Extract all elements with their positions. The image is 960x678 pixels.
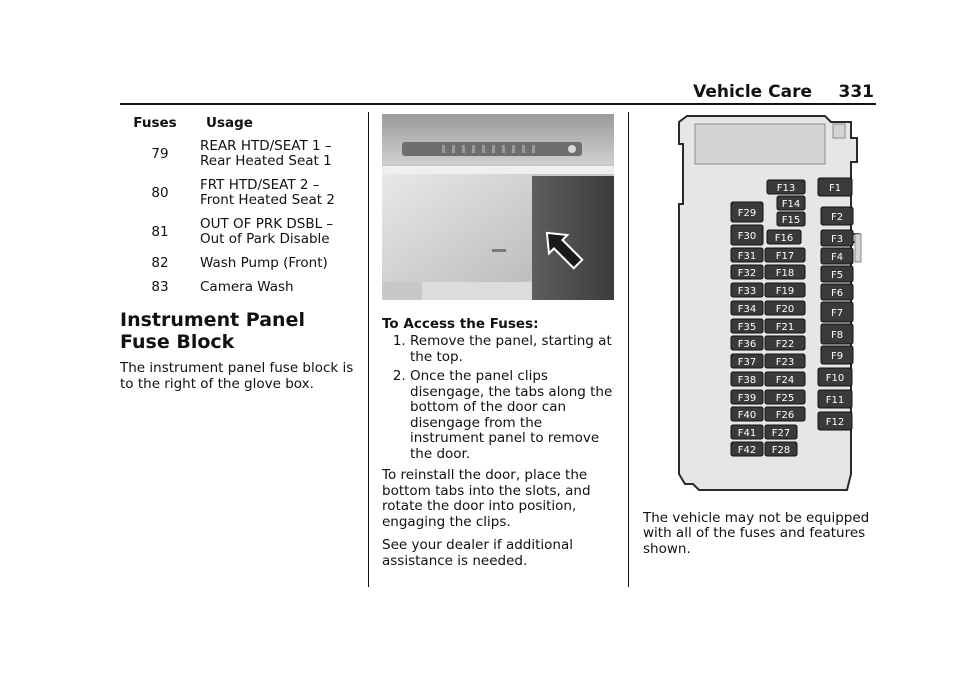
- fuse-f13: [767, 180, 805, 194]
- fuse-label: F30: [737, 231, 757, 242]
- fuse-f10: [818, 368, 852, 386]
- fuse-f11: [818, 390, 852, 408]
- fuse-f23: [765, 354, 805, 368]
- fuse-label: F38: [737, 375, 757, 386]
- fuse-f3: [821, 230, 853, 246]
- fuse-label: F28: [771, 445, 791, 456]
- fuse-label: F33: [737, 286, 757, 297]
- fuse-label: F14: [781, 199, 801, 210]
- fuse-f2: [821, 207, 853, 225]
- fuse-label: F18: [775, 268, 795, 279]
- fuse-label: F37: [737, 357, 757, 368]
- fuses-column-header: Fuses: [133, 115, 177, 131]
- table-row: [120, 178, 356, 208]
- glove-box-panel-photo: [382, 114, 614, 300]
- fuse-f31: [731, 248, 763, 262]
- column-divider-2: [628, 112, 629, 587]
- fuse-label: F8: [830, 330, 844, 341]
- table-row: [120, 139, 356, 169]
- fuse-f19: [765, 283, 805, 297]
- fuse-f33: [731, 283, 763, 297]
- fuse-label: F6: [830, 288, 844, 299]
- fuse-f38: [731, 372, 763, 386]
- section-heading: Instrument Panel Fuse Block: [120, 309, 305, 353]
- fuse-label: F9: [830, 351, 844, 362]
- fuse-f28: [765, 442, 797, 456]
- fuse-f35: [731, 319, 763, 333]
- fuse-f1: [818, 178, 852, 196]
- fuse-label: F2: [830, 212, 844, 223]
- access-heading: To Access the Fuses:: [382, 315, 539, 332]
- diagram-note: The vehicle may not be equipped with all of the fuses and features shown.: [643, 509, 870, 557]
- fuse-f32: [731, 265, 763, 279]
- fuse-f42: [731, 442, 763, 456]
- fuse-block-top-cover: [695, 124, 825, 164]
- fuse-label: F23: [775, 357, 795, 368]
- fuse-number: 82: [151, 255, 169, 271]
- reinstall-paragraph: To reinstall the door, place the bottom tabs into the slots, and rotate the door into position, engaging the clips.: [382, 467, 591, 530]
- fuse-label: F3: [830, 234, 844, 245]
- page-number: 331: [838, 82, 874, 102]
- fuse-block-diagram: [675, 114, 865, 498]
- fuse-label: F32: [737, 268, 757, 279]
- fuse-usage: Wash Pump (Front): [200, 255, 328, 271]
- fuse-number: 80: [151, 184, 169, 201]
- fuse-label: F22: [775, 339, 795, 350]
- fuse-f26: [765, 407, 805, 421]
- table-row: [120, 280, 356, 295]
- column-left: [120, 116, 356, 392]
- fuse-label: F26: [775, 410, 795, 421]
- fuse-block-clip: [833, 124, 845, 138]
- fuse-number: 79: [151, 145, 169, 162]
- fuse-f21: [765, 319, 805, 333]
- fuse-f18: [765, 265, 805, 279]
- fuse-f14: [777, 196, 805, 210]
- fuse-f41: [731, 425, 763, 439]
- fuse-f30: [731, 225, 763, 245]
- table-row: [120, 256, 356, 271]
- column-middle: [382, 114, 616, 577]
- section-title: Vehicle Care: [693, 82, 812, 102]
- header-rule: [120, 103, 876, 105]
- page-header: [120, 82, 876, 104]
- fuse-f6: [821, 284, 853, 300]
- section-intro: The instrument panel fuse block is to the right of the glove box.: [120, 360, 354, 392]
- fuse-f15: [777, 212, 805, 226]
- fuse-usage: REAR HTD/SEAT 1 – Rear Heated Seat 1: [200, 138, 332, 169]
- fuse-f22: [765, 336, 805, 350]
- fuse-f27: [765, 425, 797, 439]
- fuse-label: F41: [737, 428, 757, 439]
- fuse-label: F39: [737, 393, 757, 404]
- fuse-f4: [821, 248, 853, 264]
- access-steps: [382, 334, 616, 462]
- table-row: [120, 217, 356, 247]
- fuse-label: F15: [781, 215, 801, 226]
- fuse-label: F10: [825, 373, 845, 384]
- fuse-label: F31: [737, 251, 757, 262]
- fuse-label: F13: [776, 183, 796, 194]
- fuse-f25: [765, 390, 805, 404]
- fuse-label: F34: [737, 304, 757, 315]
- fuse-label: F20: [775, 304, 795, 315]
- fuse-label: F27: [771, 428, 791, 439]
- fuse-label: F4: [830, 252, 844, 263]
- fuse-label: F12: [825, 417, 845, 428]
- column-divider-1: [368, 112, 369, 587]
- fuse-f40: [731, 407, 763, 421]
- list-item: 1. Remove the panel, starting at the top.: [410, 334, 616, 365]
- fuse-block-tab: [855, 234, 861, 262]
- fuse-f39: [731, 390, 763, 404]
- fuse-label: F35: [737, 322, 757, 333]
- fuse-label: F19: [775, 286, 795, 297]
- fuse-f34: [731, 301, 763, 315]
- fuse-f24: [765, 372, 805, 386]
- fuse-f12: [818, 412, 852, 430]
- fuse-f5: [821, 266, 853, 282]
- fuse-label: F21: [775, 322, 795, 333]
- fuse-label: F40: [737, 410, 757, 421]
- fuse-f16: [767, 230, 801, 244]
- fuse-usage: FRT HTD/SEAT 2 – Front Heated Seat 2: [200, 177, 335, 208]
- fuse-label: F25: [775, 393, 795, 404]
- fuse-label: F36: [737, 339, 757, 350]
- fuse-f36: [731, 336, 763, 350]
- fuse-f7: [821, 302, 853, 322]
- fuse-label: F29: [737, 208, 757, 219]
- fuse-label: F42: [737, 445, 757, 456]
- fuse-label: F11: [825, 395, 845, 406]
- fuse-table-header: [120, 116, 356, 131]
- fuse-f20: [765, 301, 805, 315]
- fuse-label: F1: [828, 183, 842, 194]
- column-right: [643, 114, 875, 557]
- fuse-number: 81: [151, 223, 169, 240]
- fuse-label: F24: [775, 375, 795, 386]
- fuse-f29: [731, 202, 763, 222]
- fuse-usage: OUT OF PRK DSBL – Out of Park Disable: [200, 216, 334, 247]
- fuse-f9: [821, 346, 853, 364]
- fuse-label: F5: [830, 270, 844, 281]
- dealer-paragraph: See your dealer if additional assistance is needed.: [382, 537, 574, 569]
- usage-column-header: Usage: [206, 115, 253, 131]
- fuse-number: 83: [151, 279, 169, 295]
- list-item: 2. Once the panel clips disengage, the tabs along the bottom of the door can disengage from the instrument panel to remove the door.: [410, 369, 616, 462]
- fuse-usage: Camera Wash: [200, 279, 294, 295]
- fuse-f17: [765, 248, 805, 262]
- fuse-f37: [731, 354, 763, 368]
- fuse-label: F16: [774, 233, 794, 244]
- fuse-label: F7: [830, 308, 844, 319]
- fuse-label: F17: [775, 251, 795, 262]
- fuse-f8: [821, 324, 853, 344]
